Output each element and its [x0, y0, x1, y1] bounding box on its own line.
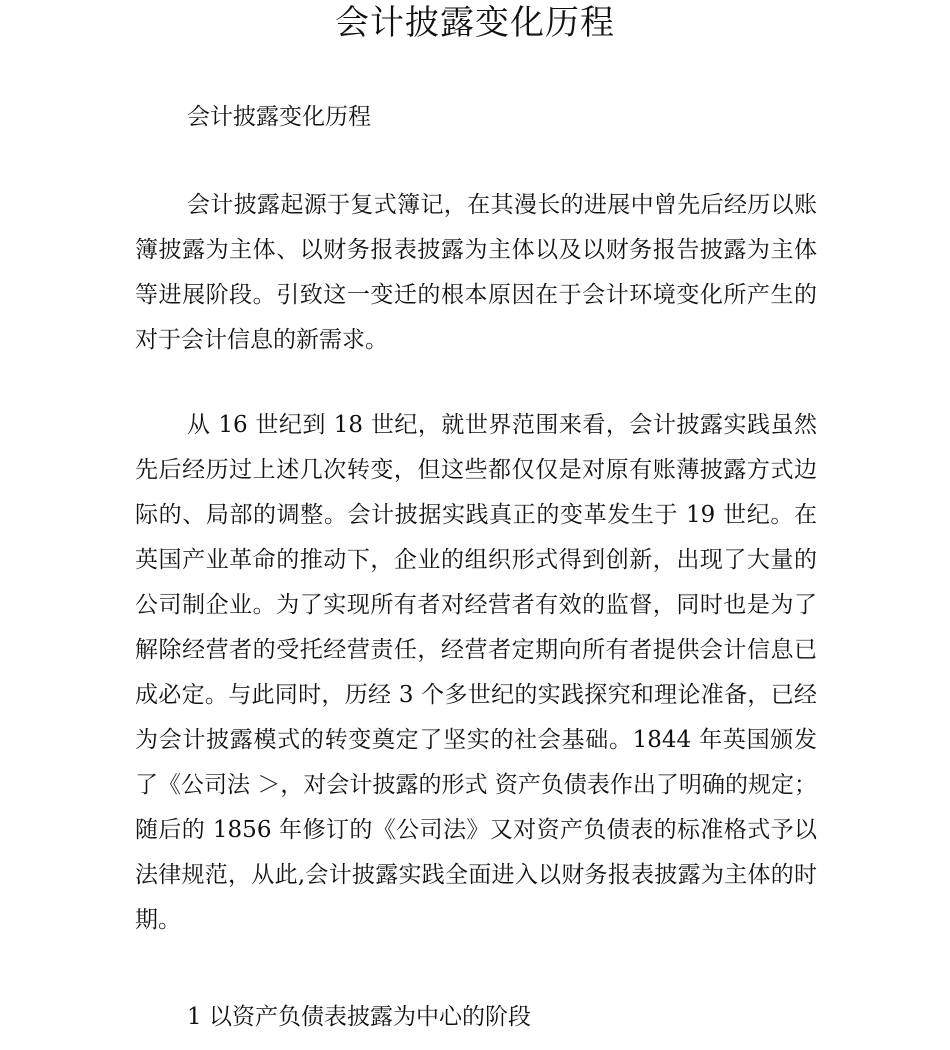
page-title: 会计披露变化历程 [335, 3, 615, 43]
paragraph-history: 从 16 世纪到 18 世纪，就世界范围来看，会计披露实践虽然先后经历过上述几次转变，但这些都仅仅是对原有账薄披露方式边际的、局部的调整。会计披据实践真正的变革发生于 19 世纪。在英国产业革命的推动下，企业的组织形式得到创新，出现了大量的公司制企业。为了实现所有者对经营者有效的监督，同时也是为了解除经营者的受托经营责任，经营者定期向所有者提供会计信息已成必定。与此同时，历经 3 个多世纪的实践探究和理论准备，已经为会计披露模式的转变奠定了坚实的社会基础。1844 年英国颁发了《公司法 ＞，对会计披露的形式 资产负债表作出了明确的规定；随后的 1856 年修订的《公司法》又对资产负债表的标准格式予以法律规范，从此,会计披露实践全面进入以财务报表披露为主体的时期。 [135, 412, 817, 933]
document-subtitle: 会计披露变化历程 [187, 104, 371, 130]
section-heading: 1 以资产负债表披露为中心的阶段 [187, 1004, 531, 1030]
paragraph-origin: 会计披露起源于复式簿记，在其漫长的进展中曾先后经历以账簿披露为主体、以财务报表披露为主体以及以财务报告披露为主体等进展阶段。引致这一变迁的根本原因在于会计环境变化所产生的对于会计信息的新需求。 [135, 192, 817, 353]
